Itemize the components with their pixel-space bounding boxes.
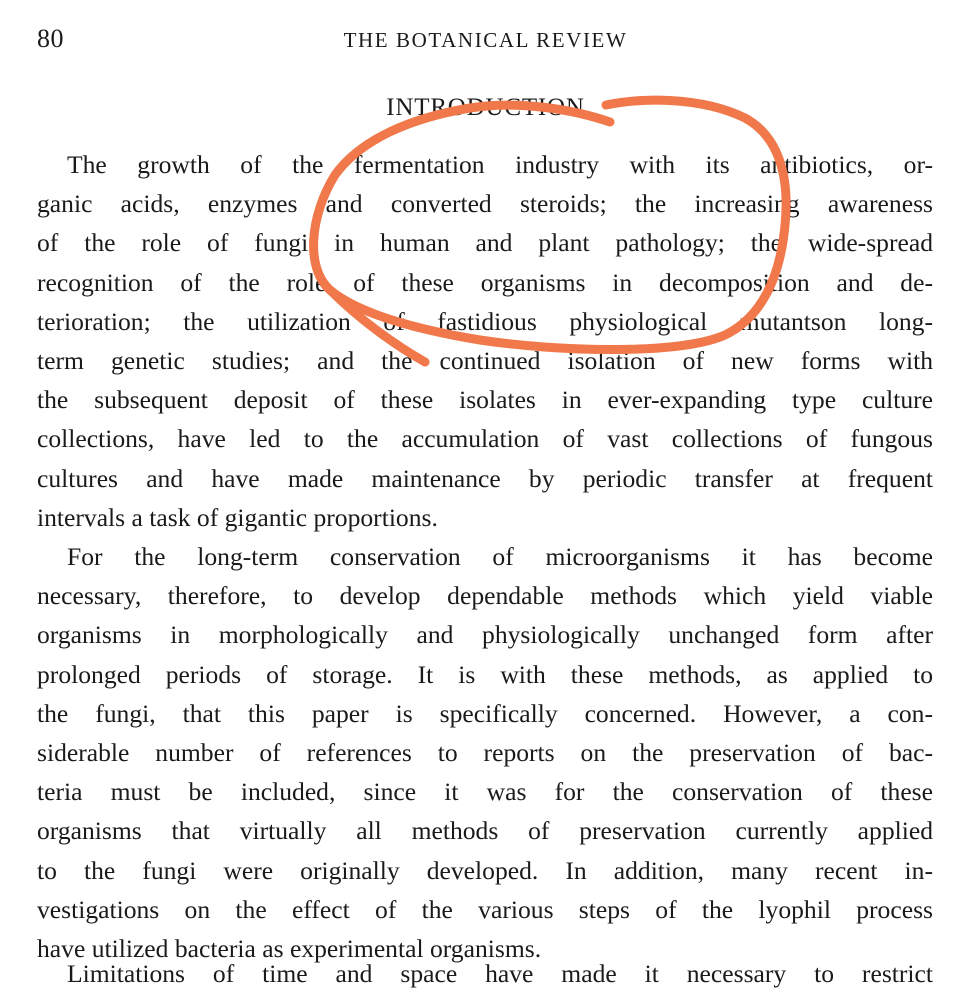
text-line: Limitations of time and space have made it necessary to restrict	[67, 959, 933, 988]
text-line: teria must be included, since it was for the conservation of these	[37, 777, 933, 807]
text-line: recognition of the role of these organisms in decomposition and de-	[37, 267, 933, 297]
text-line: For the long-term conservation of microorganisms it has become	[67, 542, 933, 571]
text-line: the fungi, that this paper is specifically concerned. However, a con-	[37, 698, 933, 728]
page-number: 80	[37, 24, 64, 53]
text-line: terioration; the utilization of fastidious physiological mutantson long-	[37, 306, 933, 336]
text-line: of the role of fungi in human and plant pathology; the wide-spread	[37, 228, 933, 258]
paragraph-1	[37, 145, 933, 537]
section-heading: INTRODUCTION	[386, 94, 585, 121]
text-line: vestigations on the effect of the various steps of the lyophil process	[37, 894, 933, 924]
paragraph-3-cut-off	[37, 954, 933, 993]
text-line: term genetic studies; and the continued isolation of new forms with	[37, 345, 933, 375]
text-line: to the fungi were originally developed. In addition, many recent in-	[37, 855, 933, 885]
running-head: THE BOTANICAL REVIEW	[343, 28, 628, 52]
text-line: prolonged periods of storage. It is with these methods, as applied to	[37, 659, 933, 689]
text-line: collections, have led to the accumulation of vast collections of fungous	[37, 424, 933, 454]
paragraph-2	[37, 537, 933, 968]
text-line: organisms that virtually all methods of preservation currently applied	[37, 816, 933, 846]
text-line: cultures and have made maintenance by periodic transfer at frequent	[37, 463, 933, 493]
text-line: the subsequent deposit of these isolates in ever-expanding type culture	[37, 385, 933, 415]
text-line: intervals a task of gigantic proportions.	[37, 502, 438, 532]
text-line: The growth of the fermentation industry with its antibiotics, or-	[67, 150, 933, 179]
text-line: necessary, therefore, to develop dependable methods which yield viable	[37, 581, 933, 611]
text-line: organisms in morphologically and physiologically unchanged form after	[37, 620, 933, 650]
text-line: have utilized bacteria as experimental organisms.	[37, 933, 542, 963]
text-line: ganic acids, enzymes and converted steroids; the increasing awareness	[37, 189, 933, 219]
text-line: siderable number of references to reports on the preservation of bac-	[37, 737, 933, 767]
